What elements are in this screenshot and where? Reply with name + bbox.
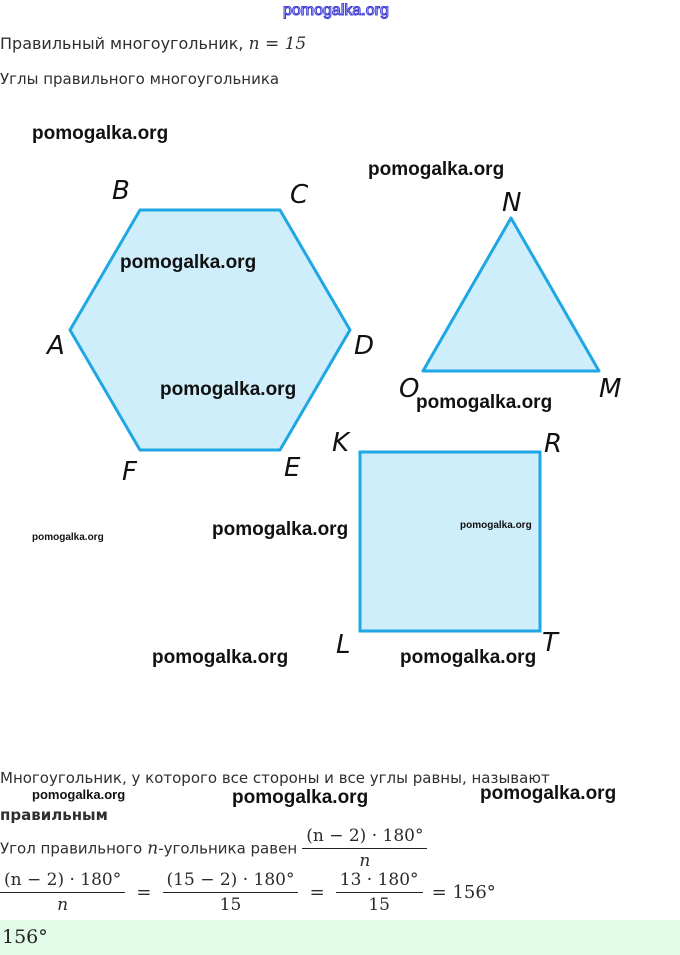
watermark: pomogalka.org [416, 392, 553, 413]
formula-intro [0, 826, 427, 871]
step2-denominator: 15 [219, 895, 242, 915]
watermark: pomogalka.org [232, 787, 369, 808]
definition-bold-term: правильным [0, 806, 108, 824]
vertex-label-a: A [47, 331, 65, 361]
step3-denominator: 15 [368, 895, 390, 915]
vertex-label-e: E [284, 453, 301, 483]
page-title [0, 34, 306, 54]
formula-intro-text: Угол правильного [0, 839, 143, 858]
watermark-top: pomogalka.org [283, 2, 389, 19]
watermark: pomogalka.org [32, 787, 126, 802]
vertex-label-o: O [399, 374, 420, 404]
vertex-label-r: R [544, 429, 563, 459]
vertex-label-c: C [290, 180, 309, 210]
general-fraction [302, 826, 427, 871]
formula-result: = 156° [431, 882, 496, 903]
step3-fraction [336, 870, 423, 915]
vertex-label-f: F [122, 457, 137, 487]
general-fraction-denominator: n [359, 851, 371, 871]
triangle-shape [423, 218, 599, 371]
formula-intro-suffix: -угольника равен [158, 839, 298, 858]
polygons-figure [0, 100, 680, 680]
equals-sign: = [309, 882, 325, 903]
step2-fraction [163, 870, 299, 915]
step1-fraction [0, 870, 125, 915]
page-title-math: n = 15 [248, 34, 307, 54]
watermark: pomogalka.org [152, 647, 289, 668]
vertex-label-m: M [599, 374, 622, 404]
general-fraction-numerator: (n − 2) · 180° [302, 826, 427, 849]
equals-sign: = [136, 882, 152, 903]
step2-numerator: (15 − 2) · 180° [163, 870, 299, 893]
formula-intro-n: n [147, 838, 159, 859]
watermark: pomogalka.org [120, 252, 257, 273]
page-title-text: Правильный многоугольник, [0, 34, 244, 53]
watermark: pomogalka.org [32, 123, 169, 144]
watermark: pomogalka.org [160, 379, 297, 400]
definition-text: Многоугольник, у которого все стороны и все углы равны, называют [0, 769, 550, 787]
vertex-label-k: K [332, 428, 350, 458]
vertex-label-b: B [112, 176, 130, 206]
vertex-label-l: L [336, 630, 351, 660]
step3-numerator: 13 · 180° [336, 870, 423, 893]
hexagon-shape [70, 210, 350, 450]
watermark-small: pomogalka.org [460, 520, 532, 531]
watermark: pomogalka.org [212, 519, 349, 540]
vertex-label-d: D [354, 331, 375, 361]
watermark: pomogalka.org [480, 783, 617, 804]
formula-computation [0, 870, 502, 915]
answer-value: 156° [2, 926, 48, 948]
step1-denominator: n [57, 895, 69, 915]
square-shape [360, 452, 540, 631]
watermark: pomogalka.org [400, 647, 537, 668]
page-subtitle: Углы правильного многоугольника [0, 70, 280, 88]
vertex-label-n: N [502, 188, 522, 218]
watermark: pomogalka.org [368, 159, 505, 180]
step1-numerator: (n − 2) · 180° [0, 870, 125, 893]
watermark-small: pomogalka.org [32, 532, 104, 543]
answer-bar [0, 920, 680, 955]
vertex-label-t: T [542, 628, 558, 658]
